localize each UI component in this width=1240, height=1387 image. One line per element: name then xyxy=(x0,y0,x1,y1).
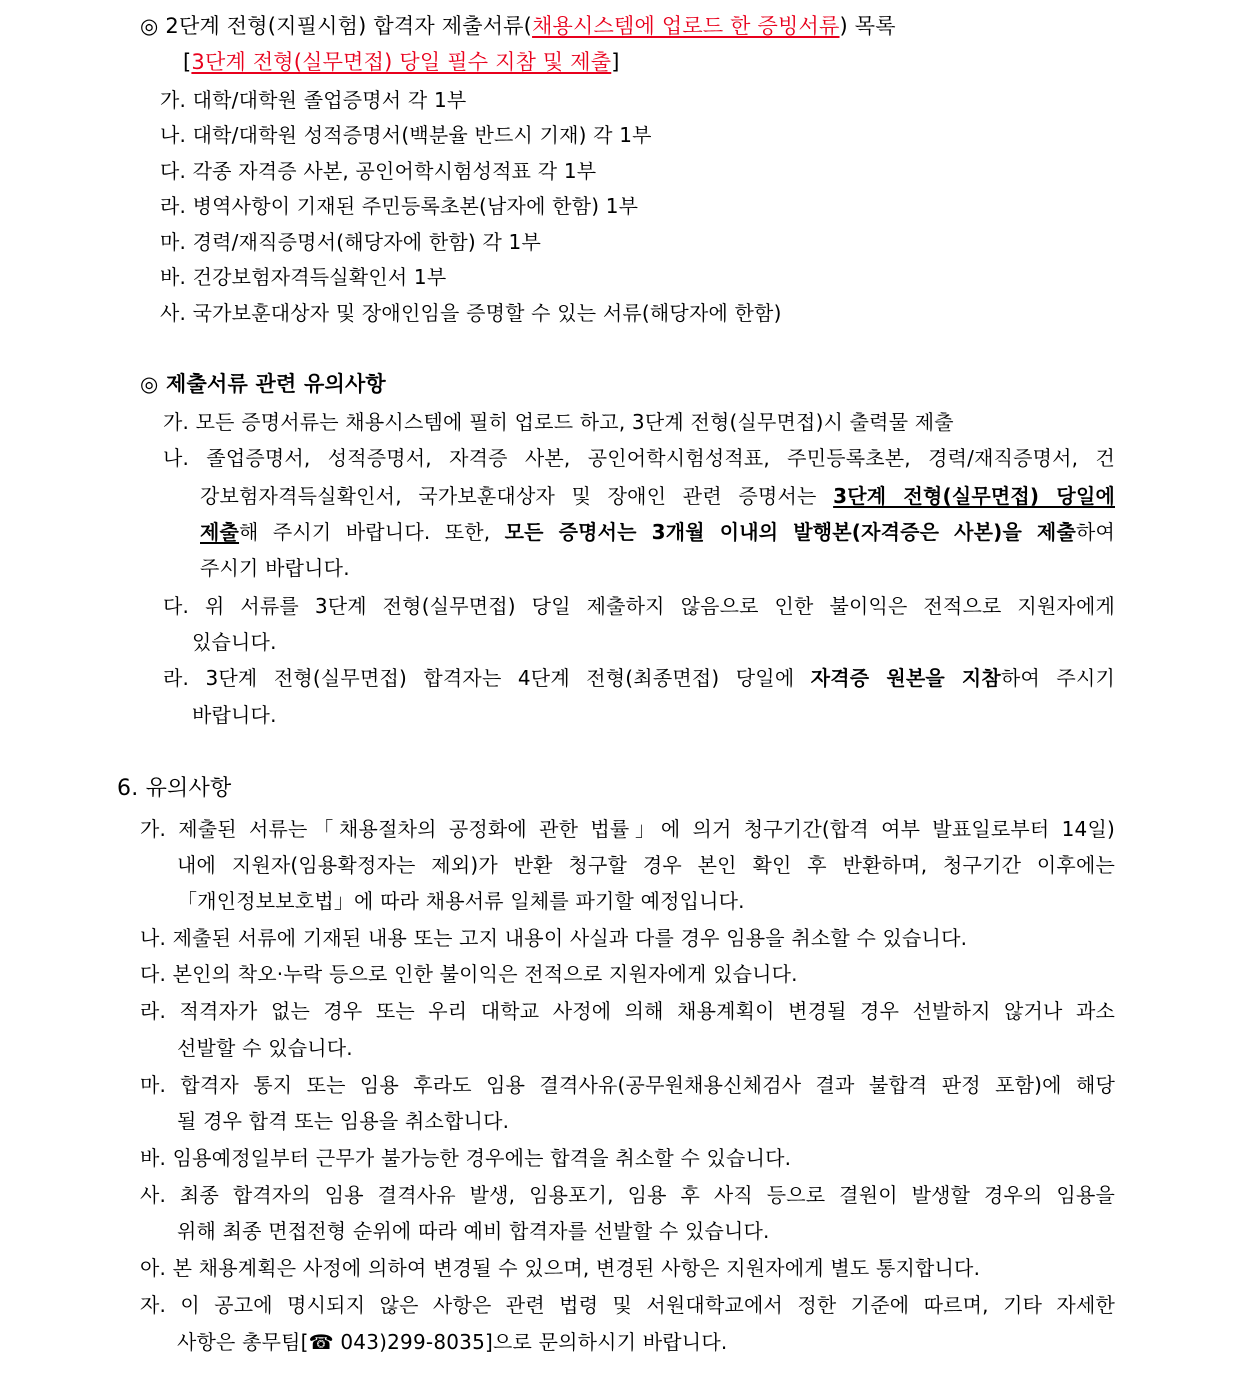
heading-text: ◎ 2단계 전형(지필시험) 합격자 제출서류( xyxy=(140,14,533,38)
na-line3-tail: 하여 xyxy=(1075,520,1116,544)
caution-line: 다. 본인의 착오·누락 등으로 인한 불이익은 전적으로 지원자에게 있습니다. xyxy=(140,962,798,986)
na-line2-emphasis: 3단계 전형(실무면접) 당일에 xyxy=(833,484,1115,508)
section-heading-submission-docs xyxy=(140,12,896,40)
caution-line: 사. 최종 합격자의 임용 결격사유 발생, 임용포기, 임용 후 사직 등으로 결원이 발생할 경우의 임용을 xyxy=(140,1183,1115,1207)
list-item: 마. 경력/재직증명서(해당자에 한함) 각 1부 xyxy=(160,230,541,254)
caution-line: 사항은 총무팀[☎ 043)299-8035]으로 문의하시기 바랍니다. xyxy=(177,1330,728,1354)
note-item-ga: 가. 모든 증명서류는 채용시스템에 필히 업로드 하고, 3단계 전형(실무면접)시 출력물 제출 xyxy=(163,410,954,434)
na-line3-text: 해 주시기 바랍니다. 또한, xyxy=(239,520,505,544)
ra-line1-tail: 하여 주시기 xyxy=(1000,666,1115,690)
note-item-na-line4: 주시기 바랍니다. xyxy=(200,556,350,580)
na-line2-text: 강보험자격득실확인서, 국가보훈대상자 및 장애인 관련 증명서는 xyxy=(200,484,834,508)
caution-line: 가. 제출된 서류는「채용절차의 공정화에 관한 법률」에 의거 청구기간(합격 여부 발표일로부터 14일) xyxy=(140,817,1115,841)
caution-line: 될 경우 합격 또는 임용을 취소합니다. xyxy=(177,1109,510,1133)
bracket-red-text: 3단계 전형(실무면접) 당일 필수 지참 및 제출 xyxy=(191,50,612,74)
note-item-ra-line1 xyxy=(163,664,1115,692)
caution-line: 선발할 수 있습니다. xyxy=(177,1036,353,1060)
caution-line: 아. 본 채용계획은 사정에 의하여 변경될 수 있으며, 변경된 사항은 지원자에게 별도 통지합니다. xyxy=(140,1256,981,1280)
note-item-na-line3 xyxy=(200,518,1115,546)
section-6-title: 6. 유의사항 xyxy=(117,776,232,801)
caution-line: 나. 제출된 서류에 기재된 내용 또는 고지 내용이 사실과 다를 경우 임용을 취소할 수 있습니다. xyxy=(140,926,968,950)
note-item-na-line2 xyxy=(200,482,1115,510)
caution-line: 라. 적격자가 없는 경우 또는 우리 대학교 사정에 의해 채용계획이 변경될 경우 선발하지 않거나 과소 xyxy=(140,999,1115,1023)
caution-line: 바. 임용예정일부터 근무가 불가능한 경우에는 합격을 취소할 수 있습니다. xyxy=(140,1146,792,1170)
note-item-da-line1: 다. 위 서류를 3단계 전형(실무면접) 당일 제출하지 않음으로 인한 불이익은 전적으로 지원자에게 xyxy=(163,594,1115,618)
list-item: 다. 각종 자격증 사본, 공인어학시험성적표 각 1부 xyxy=(160,159,597,183)
list-item: 나. 대학/대학원 성적증명서(백분율 반드시 기재) 각 1부 xyxy=(160,123,652,147)
caution-line: 마. 합격자 통지 또는 임용 후라도 임용 결격사유(공무원채용신체검사 결과 불합격 판정 포함)에 해당 xyxy=(140,1073,1115,1097)
heading-red-text: 채용시스템에 업로드 한 증빙서류 xyxy=(532,14,840,38)
ra-line1-text: 라. 3단계 전형(실무면접) 합격자는 4단계 전형(최종면접) 당일에 xyxy=(163,666,811,690)
na-line3-emphasis-submit: 제출 xyxy=(200,520,240,544)
caution-line: 내에 지원자(임용확정자는 제외)가 반환 청구할 경우 본인 확인 후 반환하며, 청구기간 이후에는 xyxy=(177,853,1115,877)
heading-suffix: ) 목록 xyxy=(839,14,896,38)
section-subheading-bracket xyxy=(183,48,620,76)
bracket-open: [ xyxy=(183,50,192,74)
list-item: 라. 병역사항이 기재된 주민등록초본(남자에 한함) 1부 xyxy=(160,194,639,218)
ra-line1-emphasis: 자격증 원본을 지참 xyxy=(810,666,1001,690)
na-line3-emphasis: 모든 증명서는 3개월 이내의 발행본(자격증은 사본)을 제출 xyxy=(504,520,1076,544)
section-heading-notes: ◎ 제출서류 관련 유의사항 xyxy=(140,372,386,396)
list-item: 가. 대학/대학원 졸업증명서 각 1부 xyxy=(160,88,467,112)
caution-line: 위해 최종 면접전형 순위에 따라 예비 합격자를 선발할 수 있습니다. xyxy=(177,1219,770,1243)
bracket-close: ] xyxy=(611,50,620,74)
caution-line: 자. 이 공고에 명시되지 않은 사항은 관련 법령 및 서원대학교에서 정한 기준에 따르며, 기타 자세한 xyxy=(140,1293,1115,1317)
note-item-ra-line2: 바랍니다. xyxy=(192,703,277,727)
caution-line: 「개인정보보호법」에 따라 채용서류 일체를 파기할 예정입니다. xyxy=(177,889,745,913)
list-item: 바. 건강보험자격득실확인서 1부 xyxy=(160,265,447,289)
note-item-da-line2: 있습니다. xyxy=(192,630,277,654)
note-item-na-line1: 나. 졸업증명서, 성적증명서, 자격증 사본, 공인어학시험성적표, 주민등록초본, 경력/재직증명서, 건 xyxy=(163,446,1115,470)
list-item: 사. 국가보훈대상자 및 장애인임을 증명할 수 있는 서류(해당자에 한함) xyxy=(160,301,782,325)
